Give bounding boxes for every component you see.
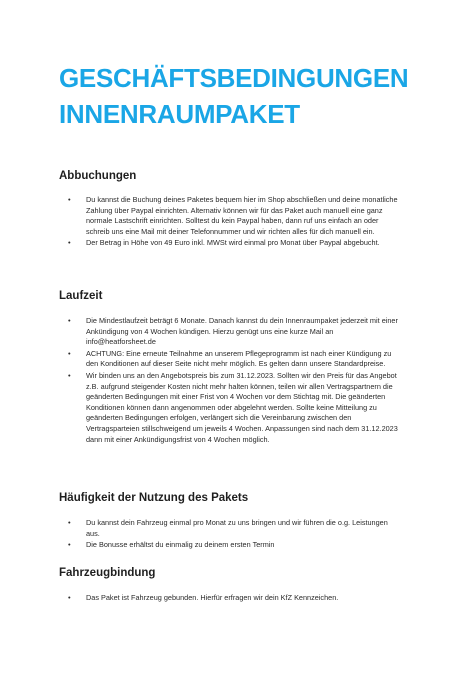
heading-fahrzeugbindung: Fahrzeugbindung <box>59 567 156 579</box>
title-line-2: INNENRAUMPAKET <box>59 99 300 129</box>
list-abbuchungen <box>59 195 399 250</box>
list-haeufigkeit <box>59 518 399 552</box>
list-item: • Der Betrag in Höhe von 49 Euro inkl. MWSt wird einmal pro Monat über Paypal abgebucht. <box>59 238 399 249</box>
list-item: • Du kannst dein Fahrzeug einmal pro Monat zu uns bringen und wir führen die o.g. Leistungen aus. <box>59 518 399 539</box>
list-item: • Wir binden uns an den Angebotspreis bis zum 31.12.2023. Sollten wir den Preis für das Angebot z.B. aufgrund steigender Kosten nicht mehr halten können, teilen wir allen Vertragspartnern die geänderten Bedingungen mit einer Frist von 4 Wochen vor dem Stichtag mit. Die geänderten Konditionen können dann angenommen oder abgelehnt werden. Sollte keine Mitteilung zu geänderten Bedingungen erfolgen, verlängert sich die Vereinbarung zwischen den Vertragsparteien stillschweigend um jeweils 4 Wochen. Anpassungen sind nach dem 31.12.2023 dann mit einer Ankündigungsfrist von 4 Wochen möglich. <box>59 371 399 445</box>
page-title <box>59 60 459 132</box>
list-fahrzeugbindung <box>59 593 399 605</box>
heading-laufzeit: Laufzeit <box>59 290 103 302</box>
list-item: • ACHTUNG: Eine erneute Teilnahme an unserem Pflegeprogramm ist nach einer Kündigung zu den Konditionen auf dieser Seite nicht mehr möglich. Es gelten dann unsere Standardpreise. <box>59 349 399 370</box>
title-line-1: GESCHÄFTSBEDINGUNGEN <box>59 63 409 93</box>
list-item: • Die Mindestlaufzeit beträgt 6 Monate. Danach kannst du dein Innenraumpaket jederzeit mit einer Ankündigung von 4 Wochen kündigen. Hierzu genügt uns eine kurze Mail an info@heatforsheet.de <box>59 316 399 348</box>
list-item: • Die Bonusse erhältst du einmalig zu deinem ersten Termin <box>59 540 399 551</box>
list-item: • Das Paket ist Fahrzeug gebunden. Hierfür erfragen wir dein KfZ Kennzeichen. <box>59 593 399 604</box>
heading-haeufigkeit: Häufigkeit der Nutzung des Pakets <box>59 492 249 504</box>
heading-abbuchungen: Abbuchungen <box>59 170 137 182</box>
list-item: • Du kannst die Buchung deines Paketes bequem hier im Shop abschließen und deine monatliche Zahlung über Paypal einrichten. Alternativ können wir für das Paket auch manuell eine ganz normale Lastschrift einrichten. Solltest du kein Paypal haben, dann ruf uns einfach an oder schreib uns eine Mail mit deiner Telefonnummer und wir richten alles für dich manuell ein. <box>59 195 399 237</box>
list-laufzeit <box>59 316 399 446</box>
